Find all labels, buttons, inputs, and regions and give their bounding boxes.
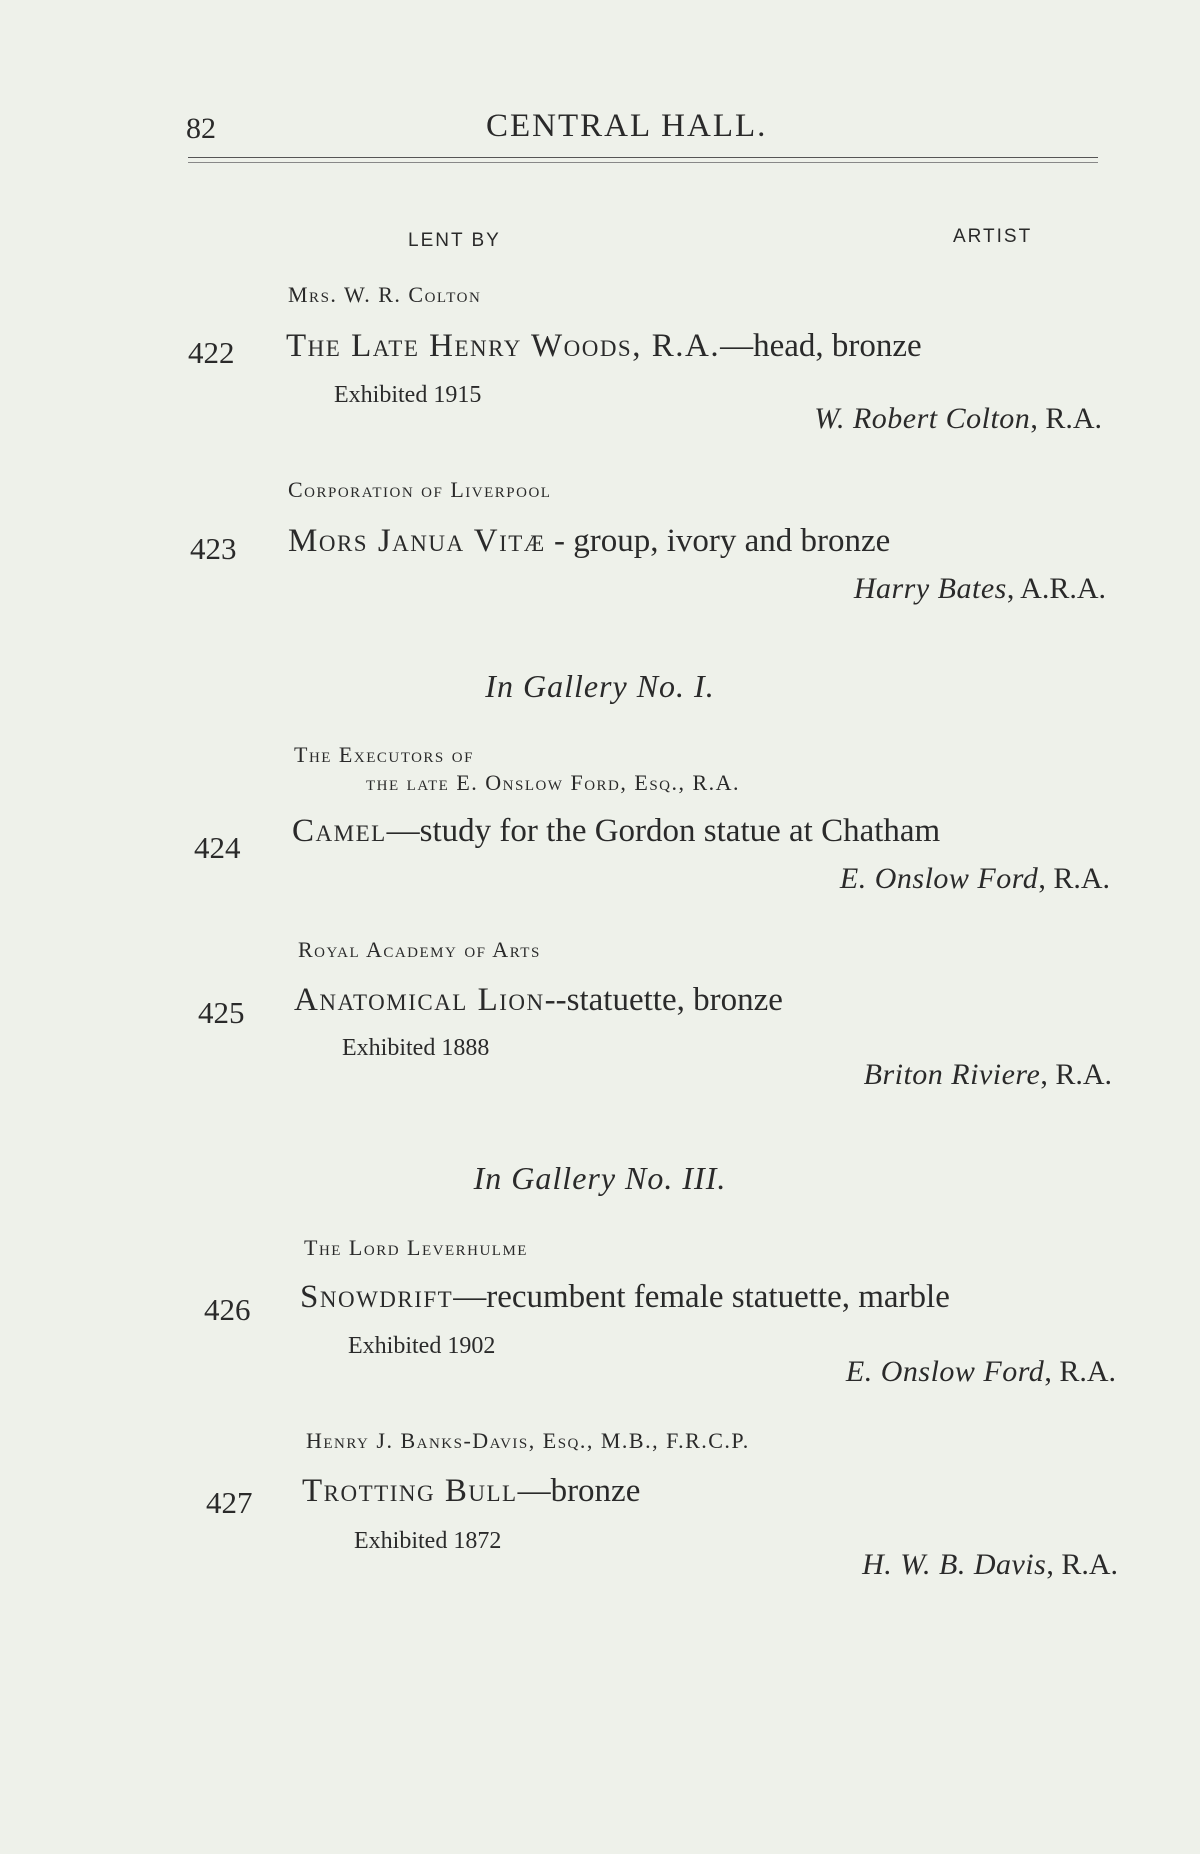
entry-title-426	[300, 1279, 950, 1316]
work-title: The Late Henry Woods, R.A.	[286, 328, 721, 364]
artist-suffix: , A.R.A.	[1006, 572, 1106, 605]
entry-title-424	[292, 813, 940, 850]
column-heading-artist: ARTIST	[953, 226, 1033, 247]
artist-suffix: , R.A.	[1044, 1355, 1116, 1388]
artist-424	[840, 862, 1110, 896]
exhibited-426: Exhibited 1902	[348, 1333, 496, 1359]
lender-422: Mrs. W. R. Colton	[288, 282, 482, 307]
artist-name: Briton Riviere	[863, 1058, 1041, 1091]
work-description: —bronze	[517, 1473, 641, 1509]
artist-suffix: , R.A.	[1038, 862, 1110, 895]
gallery-heading-1: In Gallery No. I.	[485, 668, 715, 704]
gallery-heading-3: In Gallery No. III.	[473, 1160, 727, 1196]
artist-name: W. Robert Colton	[814, 402, 1031, 435]
header-rule-bottom	[188, 162, 1098, 163]
catalogue-number-424: 424	[194, 830, 241, 865]
catalogue-number-425: 425	[198, 995, 245, 1030]
work-title: Trotting Bull	[302, 1473, 518, 1509]
exhibited-427: Exhibited 1872	[354, 1528, 502, 1554]
catalogue-number-423: 423	[190, 531, 237, 566]
entry-title-427	[302, 1473, 640, 1510]
entry-title-423	[288, 523, 890, 560]
artist-suffix: , R.A.	[1046, 1548, 1118, 1581]
work-title: Anatomical Lion	[294, 982, 545, 1018]
work-description: —study for the Gordon statue at Chatham	[386, 813, 941, 849]
catalogue-number-426: 426	[204, 1292, 251, 1327]
work-title: Mors Janua Vitæ	[288, 523, 546, 559]
header-rule-top	[188, 157, 1098, 158]
lender-424-line2: the late E. Onslow Ford, Esq., R.A.	[366, 770, 741, 795]
lender-427: Henry J. Banks-Davis, Esq., M.B., F.R.C.P.	[306, 1428, 750, 1453]
artist-suffix: , R.A.	[1040, 1058, 1112, 1091]
lender-423: Corporation of Liverpool	[288, 477, 552, 502]
work-description: —head, bronze	[720, 328, 922, 364]
catalogue-number-427: 427	[206, 1485, 253, 1520]
column-heading-lent-by: LENT BY	[408, 230, 501, 251]
lender-424: The Executors of	[294, 742, 474, 767]
artist-suffix: , R.A.	[1030, 402, 1102, 435]
artist-425	[864, 1058, 1112, 1092]
artist-423	[854, 572, 1106, 606]
artist-427	[862, 1548, 1118, 1582]
work-description: —recumbent female statuette, marble	[453, 1279, 950, 1315]
artist-426	[846, 1355, 1116, 1389]
running-title: CENTRAL HALL.	[486, 108, 768, 144]
exhibited-425: Exhibited 1888	[342, 1035, 490, 1061]
artist-name: E. Onslow Ford	[839, 862, 1039, 895]
work-title: Camel	[292, 813, 387, 849]
entry-title-422	[286, 328, 922, 365]
artist-name: Harry Bates	[853, 572, 1007, 605]
work-description: - group, ivory and bronze	[545, 523, 891, 559]
work-title: Snowdrift	[300, 1279, 454, 1315]
exhibited-422: Exhibited 1915	[334, 382, 482, 408]
artist-name: H. W. B. Davis	[862, 1548, 1047, 1581]
lender-425: Royal Academy of Arts	[298, 937, 541, 962]
page-number: 82	[186, 112, 216, 145]
catalogue-number-422: 422	[188, 335, 235, 370]
artist-422	[814, 402, 1102, 436]
entry-title-425	[294, 982, 783, 1019]
artist-name: E. Onslow Ford	[845, 1355, 1045, 1388]
work-description: --statuette, bronze	[544, 982, 783, 1018]
lender-426: The Lord Leverhulme	[304, 1235, 528, 1260]
